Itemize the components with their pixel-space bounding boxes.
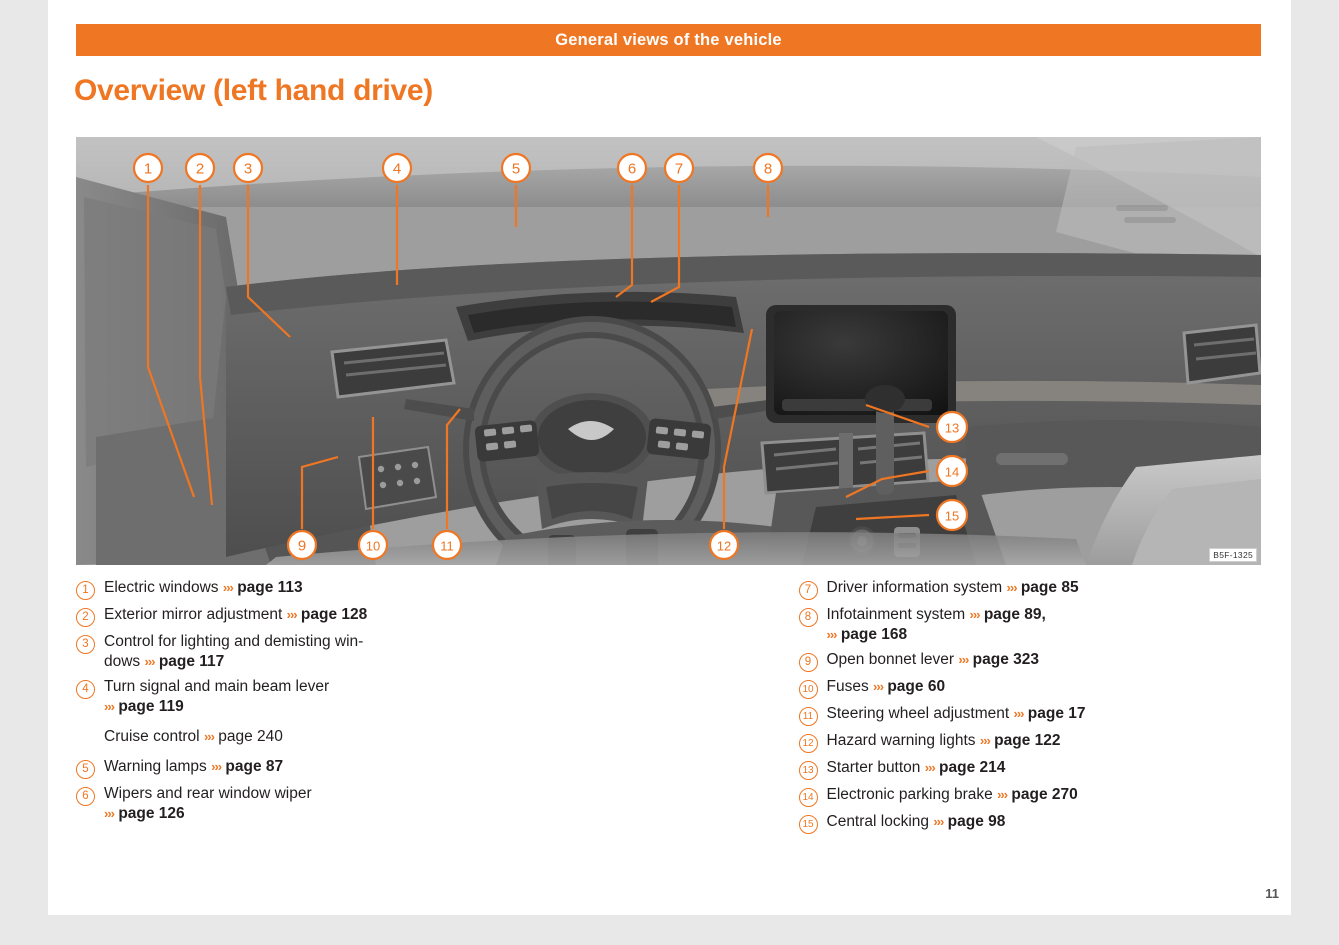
legend-label: Infotainment system [826, 606, 966, 623]
legend-number: 15 [799, 815, 818, 834]
legend-text [827, 605, 1046, 645]
legend-text-group [104, 677, 329, 751]
legend-text [104, 757, 283, 777]
reference-arrows-icon: ››› [1013, 706, 1024, 722]
list-item [799, 812, 1262, 834]
svg-text:12: 12 [716, 538, 732, 554]
reference-arrows-icon: ››› [1006, 580, 1017, 595]
reference-arrows-icon: ››› [997, 787, 1008, 803]
list-item [799, 605, 1262, 645]
legend-text [827, 677, 946, 697]
legend-label: Starter button [826, 759, 921, 777]
legend-number: 12 [799, 734, 818, 753]
list-item [799, 704, 1262, 726]
svg-text:13: 13 [944, 420, 960, 436]
legend [76, 578, 1261, 839]
legend-number: 6 [76, 787, 95, 806]
list-item [76, 605, 669, 627]
legend-number: 4 [76, 680, 95, 699]
svg-text:14: 14 [944, 464, 960, 480]
legend-reference[interactable] [204, 728, 283, 745]
legend-number: 7 [799, 581, 818, 600]
reference-arrows-icon: ››› [222, 580, 233, 595]
reference-page: page 214 [939, 759, 1006, 777]
legend-column-right [669, 578, 1262, 839]
reference-arrows-icon: ››› [979, 733, 990, 749]
reference-arrows-icon: ››› [826, 627, 837, 643]
legend-label: Control for lighting and demisting win- [104, 633, 364, 650]
section-header-title: General views of the vehicle [555, 30, 782, 49]
reference-arrows-icon: ››› [104, 699, 114, 715]
legend-label: Electric windows [104, 579, 219, 596]
page-title: Overview (left hand drive) [74, 74, 433, 107]
svg-text:15: 15 [944, 508, 960, 524]
reference-page: page 87 [225, 757, 284, 775]
legend-number: 5 [76, 760, 95, 779]
svg-text:9: 9 [297, 537, 307, 555]
reference-arrows-icon: ››› [969, 607, 980, 622]
reference-arrows-icon: ››› [144, 654, 155, 670]
reference-page: page 17 [1027, 705, 1086, 723]
reference-page: page 168 [840, 626, 908, 644]
legend-text [104, 784, 312, 824]
reference-arrows-icon: ››› [211, 758, 222, 774]
reference-arrows-icon: ››› [924, 760, 935, 776]
legend-text [827, 758, 1006, 778]
legend-text [104, 578, 303, 598]
legend-number: 8 [799, 608, 818, 627]
reference-page: page 113 [237, 579, 303, 596]
legend-reference[interactable] [925, 759, 1006, 776]
legend-label-continued: dows [104, 653, 141, 671]
legend-reference[interactable] [287, 606, 368, 623]
legend-label: Hazard warning lights [826, 732, 976, 750]
list-item [76, 578, 669, 600]
reference-page: page 270 [1011, 786, 1078, 804]
legend-reference[interactable] [970, 606, 1046, 623]
legend-text [104, 632, 363, 672]
legend-number: 9 [799, 653, 818, 672]
svg-text:2: 2 [195, 160, 205, 178]
reference-arrows-icon: ››› [873, 679, 884, 695]
legend-number: 11 [799, 707, 818, 726]
svg-text:1: 1 [143, 160, 153, 178]
reference-page: page 240 [218, 727, 283, 745]
legend-reference-secondary[interactable] [827, 626, 908, 643]
figure-code: B5F-1325 [1209, 548, 1257, 562]
reference-page: page 85 [1020, 579, 1079, 596]
vehicle-interior-figure [76, 137, 1261, 565]
legend-label: Electronic parking brake [826, 786, 993, 804]
reference-page: page 126 [118, 804, 185, 822]
legend-reference[interactable] [873, 678, 945, 695]
svg-text:7: 7 [674, 160, 684, 178]
legend-text [827, 650, 1040, 670]
svg-text:8: 8 [763, 160, 773, 178]
legend-label: Central locking [826, 813, 930, 831]
reference-page: page 128 [300, 606, 368, 623]
reference-page: page 122 [994, 732, 1061, 750]
legend-number: 1 [76, 581, 95, 600]
section-header-bar [76, 24, 1261, 56]
legend-text [827, 704, 1086, 724]
legend-label: Turn signal and main beam lever [104, 678, 330, 696]
callout-overlay [76, 137, 1261, 565]
legend-text [827, 578, 1079, 598]
legend-number: 14 [799, 788, 818, 807]
reference-arrows-icon: ››› [286, 607, 297, 622]
list-item [799, 758, 1262, 780]
reference-page: page 323 [972, 651, 1040, 669]
legend-reference[interactable] [104, 805, 185, 822]
legend-label: Wipers and rear window wiper [104, 784, 312, 802]
reference-page: page 89, [983, 606, 1046, 623]
legend-text [104, 605, 367, 625]
list-item [799, 578, 1262, 600]
legend-text [104, 677, 329, 717]
svg-text:3: 3 [243, 160, 253, 178]
legend-label: Warning lamps [104, 757, 207, 775]
legend-number: 3 [76, 635, 95, 654]
reference-arrows-icon: ››› [203, 728, 214, 744]
list-item [76, 632, 669, 672]
reference-arrows-icon: ››› [104, 805, 114, 821]
legend-reference[interactable] [145, 653, 225, 670]
legend-reference[interactable] [980, 732, 1061, 749]
legend-text [827, 785, 1078, 805]
document-page [48, 0, 1291, 915]
svg-text:5: 5 [511, 160, 521, 178]
svg-text:4: 4 [392, 160, 402, 178]
legend-label: Driver information system [826, 579, 1003, 596]
list-item [799, 731, 1262, 753]
reference-arrows-icon: ››› [933, 814, 944, 830]
legend-label: Exterior mirror adjustment [104, 606, 283, 623]
legend-reference[interactable] [104, 698, 184, 715]
legend-reference[interactable] [1013, 705, 1085, 722]
svg-text:6: 6 [627, 160, 637, 178]
legend-number: 2 [76, 608, 95, 627]
legend-number: 13 [799, 761, 818, 780]
reference-arrows-icon: ››› [958, 652, 969, 668]
list-item [76, 757, 669, 779]
legend-reference[interactable] [933, 813, 1005, 830]
svg-text:11: 11 [440, 538, 454, 554]
legend-reference[interactable] [997, 786, 1078, 803]
list-item [76, 677, 669, 751]
legend-subitem [104, 727, 329, 747]
legend-sublabel: Cruise control [104, 727, 200, 745]
legend-label: Open bonnet lever [826, 651, 955, 669]
list-item [799, 785, 1262, 807]
reference-page: page 98 [947, 813, 1006, 831]
page-number: 11 [1265, 886, 1279, 901]
svg-text:10: 10 [365, 538, 381, 554]
legend-reference[interactable] [211, 758, 283, 775]
legend-column-left [76, 578, 669, 839]
list-item [799, 650, 1262, 672]
legend-text [827, 812, 1006, 832]
legend-label: Steering wheel adjustment [826, 705, 1010, 723]
reference-page: page 60 [887, 678, 946, 696]
reference-page: page 117 [158, 653, 225, 671]
legend-number: 10 [799, 680, 818, 699]
legend-reference[interactable] [223, 579, 303, 596]
list-item [76, 784, 669, 824]
reference-page: page 119 [118, 698, 184, 716]
legend-reference[interactable] [958, 651, 1039, 668]
list-item [799, 677, 1262, 699]
legend-label: Fuses [826, 678, 869, 696]
legend-reference[interactable] [1007, 579, 1079, 596]
legend-text [827, 731, 1061, 751]
